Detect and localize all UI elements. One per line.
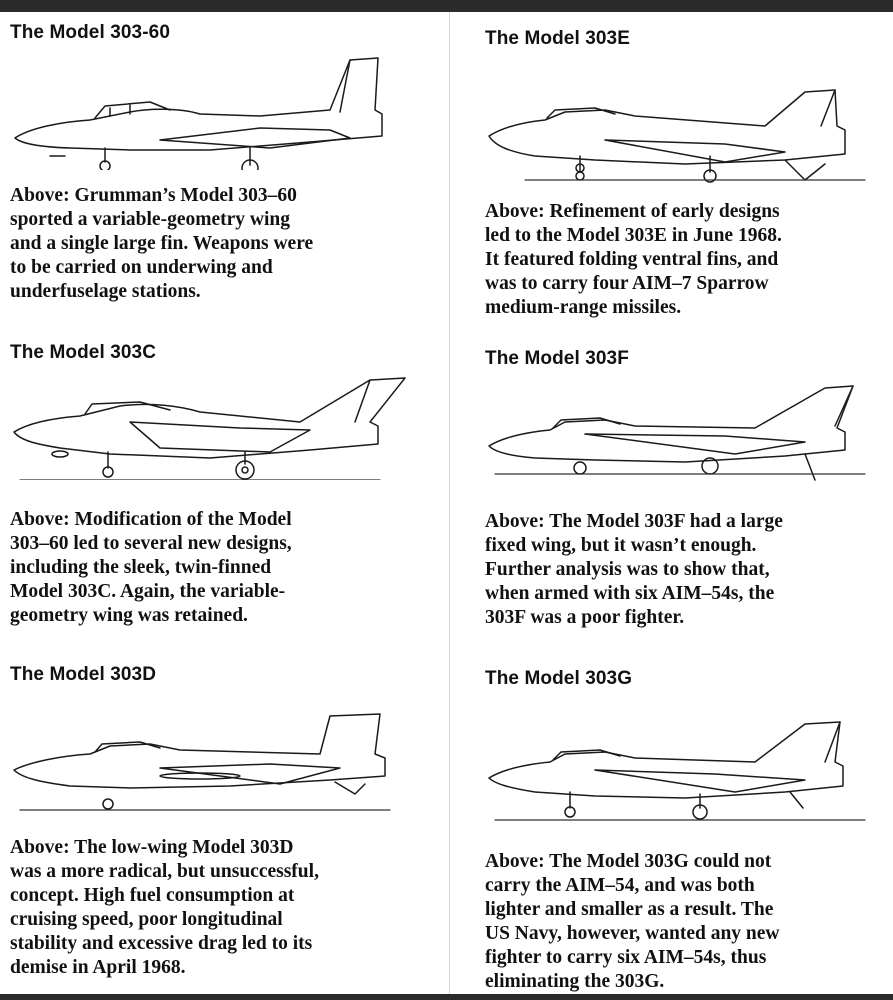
aircraft-drawing-303E	[485, 56, 880, 186]
aircraft-drawing-303-60	[10, 50, 400, 170]
aircraft-drawing-303D	[10, 692, 410, 812]
model-heading: The Model 303G	[485, 668, 633, 689]
model-heading: The Model 303C	[10, 342, 157, 363]
entry-model-303D	[10, 664, 440, 980]
aircraft-drawing-303C	[10, 370, 410, 480]
aircraft-drawing-303F	[485, 376, 880, 486]
entry-model-303-60	[10, 22, 440, 304]
model-caption: Above: Refinement of early designs led to the Model 303E in June 1968. It featured folding ventral fins, and was to carry four AIM–7 Sparrow medium-range missiles.	[485, 201, 782, 318]
model-heading: The Model 303E	[485, 28, 630, 49]
left-column	[0, 12, 440, 994]
model-caption: Above: The low-wing Model 303D was a more radical, but unsuccessful, concept. High fuel consumption at cruising speed, poor longitudinal stability and excessive drag led to its demise in April 1968.	[10, 837, 319, 978]
model-caption: Above: Grumman’s Model 303–60 sported a variable-geometry wing and a single large fin. Weapons were to be carried on underwing and underfuselage stations.	[10, 185, 314, 302]
column-divider	[449, 12, 450, 994]
entry-model-303F	[485, 348, 893, 630]
entry-model-303C	[10, 342, 440, 628]
model-heading: The Model 303D	[10, 664, 157, 685]
model-heading: The Model 303-60	[10, 22, 170, 43]
right-column	[460, 12, 893, 994]
model-caption: Above: The Model 303G could not carry the AIM–54, and was both lighter and smaller as a result. The US Navy, however, wanted any new fighter to carry six AIM–54s, thus eliminating the 303G.	[485, 851, 780, 992]
model-caption: Above: The Model 303F had a large fixed wing, but it wasn’t enough. Further analysis was to show that, when armed with six AIM–54s, the 303F was a poor fighter.	[485, 511, 783, 628]
entry-model-303G	[485, 668, 893, 994]
model-caption: Above: Modification of the Model 303–60 led to several new designs, including the sleek, twin-finned Model 303C. Again, the variable- geometry wing was retained.	[10, 509, 292, 626]
document-page	[0, 12, 893, 994]
model-heading: The Model 303F	[485, 348, 629, 369]
entry-model-303E	[485, 28, 893, 320]
aircraft-drawing-303G	[485, 696, 880, 826]
